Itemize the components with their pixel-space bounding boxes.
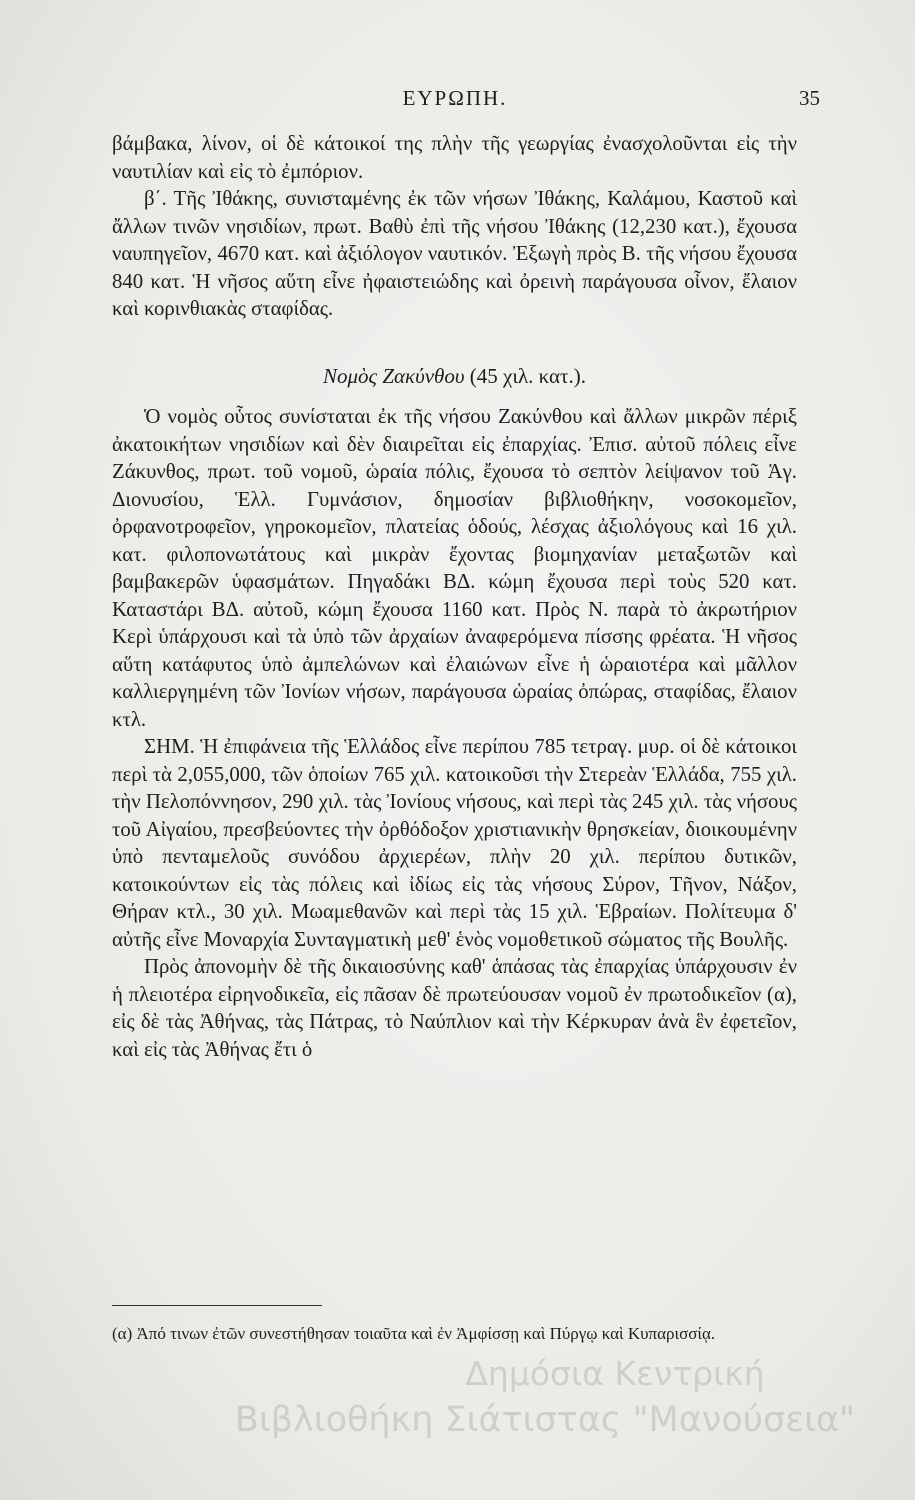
paragraph-justice: Πρὸς ἀπονομὴν δὲ τῆς δικαιοσύνης καθ' ἁπάσας τὰς ἐπαρχίας ὑπάρχουσιν ἐν ἡ πλειοτέρα εἰρηνοδικεῖα, εἰς πᾶσαν δὲ πρωτεύουσαν νομοῦ ἐν πρωτοδικεῖον (α), εἰς δὲ τὰς Ἀθήνας, τὰς Πάτρας, τὸ Ναύπλιον καὶ τὴν Κέρκυραν ἀνὰ ἓν ἐφετεῖον, καὶ εἰς τὰς Ἀθήνας ἔτι ὁ (112, 955, 797, 1061)
footnote-divider (112, 1305, 322, 1306)
page-header (90, 86, 820, 116)
page-number: 35 (799, 86, 820, 110)
watermark-line-1: Δημόσια Κεντρική (465, 1354, 765, 1393)
section-title-population: (45 χιλ. κατ.). (469, 363, 586, 388)
footnote: (α) Ἀπό τινων ἐτῶν συνεστήθησαν τοιαῦτα καὶ ἐν Ἀμφίσσῃ καὶ Πύργῳ καὶ Κυπαρισσίᾳ. (112, 1324, 716, 1343)
paragraph-cotton-flax: βάμβακα, λίνον, οἱ δὲ κάτοικοί της πλὴν τῆς γεωργίας ἐνασχολοῦνται εἰς τὴν ναυτιλίαν καὶ εἰς τὸ ἐμπόριον. (112, 132, 797, 183)
paragraph-ithaca: β΄. Τῆς Ἰθάκης, συνισταμένης ἐκ τῶν νήσων Ἰθάκης, Καλάμου, Καστοῦ καὶ ἄλλων τινῶν νησιδίων, πρωτ. Βαθὺ ἐπὶ τῆς νήσου Ἰθάκης (12,230 κατ.), ἔχουσα ναυπηγεῖον, 4670 κατ. καὶ ἀξιόλογον ναυτικόν. Ἐξωγὴ πρὸς Β. τῆς νήσου ἔχουσα 840 κατ. Ἡ νῆσος αὕτη εἶνε ἠφαιστειώδης καὶ ὀρεινὴ παράγουσα οἶνον, ἔλαιον καὶ κορινθιακὰς σταφίδας. (112, 187, 797, 320)
section-title-name: Νομὸς Ζακύνθου (323, 363, 465, 388)
paragraph-note-greece: ΣΗΜ. Ἡ ἐπιφάνεια τῆς Ἑλλάδος εἶνε περίπου 785 τετραγ. μυρ. οἱ δὲ κάτοικοι περὶ τὰ 2,055,000, τῶν ὁποίων 765 χιλ. κατοικοῦσι τὴν Στερεὰν Ἑλλάδα, 755 χιλ. τὴν Πελοπόννησον, 290 χιλ. τὰς Ἰονίους νήσους, καὶ περὶ τὰς 245 χιλ. τὰς νήσους τοῦ Αἰγαίου, πρεσβεύοντες τὴν ὀρθόδοξον χριστιανικὴν θρησκείαν, διοικουμένην ὑπὸ πενταμελοῦς συνόδου ἀρχιερέων, πλὴν 20 χιλ. περίπου δυτικῶν, κατοικούντων εἰς τὰς πόλεις καὶ ἰδίως εἰς τὰς νήσους Σύρον, Τῆνον, Νάξον, Θήραν κτλ., 30 χιλ. Μωαμεθανῶν καὶ περὶ τὰς 15 χιλ. Ἑβραίων. Πολίτευμα δ' αὐτῆς εἶνε Μοναρχία Συνταγματικὴ μεθ' ἑνὸς νομοθετικοῦ σώματος τῆς Βουλῆς. (112, 735, 797, 951)
library-watermark (200, 1352, 890, 1444)
paragraph-zakynthos: Ὁ νομὸς οὗτος συνίσταται ἐκ τῆς νήσου Ζακύνθου καὶ ἄλλων μικρῶν πέριξ ἀκατοικήτων νησιδίων καὶ δὲν διαιρεῖται εἰς ἐπαρχίας. Ἐπισ. αὐτοῦ πόλεις εἶνε Ζάκυνθος, πρωτ. τοῦ νομοῦ, ὡραία πόλις, ἔχουσα τὸ σεπτὸν λείψανον τοῦ Ἁγ. Διονυσίου, Ἑλλ. Γυμνάσιον, δημοσίαν βιβλιοθήκην, νοσοκομεῖον, ὀρφανοτροφεῖον, γηροκομεῖον, πλατείας ὁδούς, λέσχας ἀξιολόγους καὶ 16 χιλ. κατ. φιλοπονωτάτους καὶ μικρὰν ἔχοντας βιομηχανίαν μεταξωτῶν καὶ βαμβακερῶν ὑφασμάτων. Πηγαδάκι ΒΔ. κώμη ἔχουσα περὶ τοὺς 520 κατ. Καταστάρι ΒΔ. αὐτοῦ, κώμη ἔχουσα 1160 κατ. Πρὸς Ν. παρὰ τὸ ἀκρωτήριον Κερὶ ὑπάρχουσι καὶ τὰ ὑπὸ τῶν ἀρχαίων ἀναφερόμενα πίσσης φρέατα. Ἡ νῆσος αὕτη κατάφυτος ὑπὸ ἀμπελώνων καὶ ἐλαιώνων εἶνε ἡ ὡραιοτέρα καὶ μᾶλλον καλλιεργημένη τῶν Ἰονίων νήσων, παράγουσα ὡραίας ὀπώρας, σταφίδας, ἔλαιον κτλ. (112, 405, 797, 731)
watermark-line-2: Βιβλιοθήκη Σιάτιστας "Μανούσεια" (234, 1400, 856, 1440)
running-head: ΕΥΡΩΠΗ. (402, 86, 508, 110)
body-text (112, 130, 797, 1063)
section-title (112, 363, 797, 391)
